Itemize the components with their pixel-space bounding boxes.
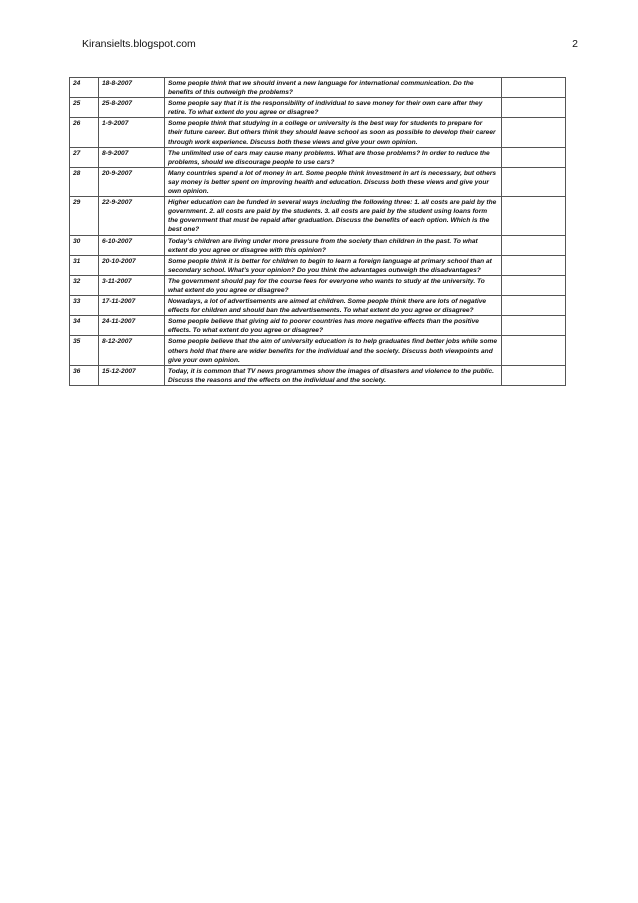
table-row [70,98,566,118]
row-date-cell: 20-10-2007 [99,255,165,275]
essay-topics-body [70,78,566,386]
row-number-cell: 36 [70,365,99,385]
row-topic-cell: Today’s children are living under more pressure from the society than children in the past. To what extent do you agree or disagree with this opinion? [165,235,502,255]
row-topic-cell: The unlimited use of cars may cause many problems. What are those problems? In order to reduce the problems, should we discourage people to use cars? [165,147,502,167]
row-empty-cell [502,275,566,295]
row-topic-cell: Many countries spend a lot of money in art. Some people think investment in art is necessary, but others say money is better spent on improving health and education. Discuss both these views and give your own opinion. [165,167,502,196]
row-number-cell: 27 [70,147,99,167]
row-date-cell: 15-12-2007 [99,365,165,385]
row-topic-cell: Some people think that studying in a college or university is the best way for students to prepare for their future career. But others think they should leave school as soon as possible to develop their career through work experience. Discuss both these views and give your own opinion. [165,118,502,147]
row-date-cell: 8-9-2007 [99,147,165,167]
row-date-cell: 24-11-2007 [99,316,165,336]
row-number-cell: 24 [70,78,99,98]
row-number-cell: 34 [70,316,99,336]
row-number-cell: 32 [70,275,99,295]
row-empty-cell [502,296,566,316]
table-row [70,316,566,336]
row-topic-cell: Some people believe that giving aid to poorer countries has more negative effects than the positive effects. To what extent do you agree or disagree? [165,316,502,336]
row-empty-cell [502,167,566,196]
row-date-cell: 18-8-2007 [99,78,165,98]
row-topic-cell: Nowadays, a lot of advertisements are aimed at children. Some people think there are lots of negative effects for children and should ban the advertisements. To what extent do you agree or disagree? [165,296,502,316]
essay-topics-table [69,77,566,386]
row-number-cell: 33 [70,296,99,316]
table-row [70,365,566,385]
row-date-cell: 25-8-2007 [99,98,165,118]
row-number-cell: 29 [70,197,99,235]
row-date-cell: 20-9-2007 [99,167,165,196]
row-number-cell: 25 [70,98,99,118]
row-topic-cell: The government should pay for the course fees for everyone who wants to study at the university. To what extent do you agree or disagree? [165,275,502,295]
page-number: 2 [572,38,578,50]
row-empty-cell [502,336,566,365]
table-row [70,275,566,295]
row-date-cell: 3-11-2007 [99,275,165,295]
row-empty-cell [502,235,566,255]
row-topic-cell: Some people say that it is the responsibility of individual to save money for their own care after they retire. To what extent do you agree or disagree? [165,98,502,118]
row-empty-cell [502,365,566,385]
row-empty-cell [502,197,566,235]
table-row [70,296,566,316]
row-topic-cell: Today, it is common that TV news programmes show the images of disasters and violence to the public. Discuss the reasons and the effects on the individual and the society. [165,365,502,385]
row-topic-cell: Some people believe that the aim of university education is to help graduates find better jobs while some others hold that there are wider benefits for the individual and the society. Discuss both viewpoints and give your own opinion. [165,336,502,365]
row-number-cell: 31 [70,255,99,275]
row-empty-cell [502,147,566,167]
row-number-cell: 28 [70,167,99,196]
row-date-cell: 1-9-2007 [99,118,165,147]
table-row [70,78,566,98]
row-empty-cell [502,78,566,98]
row-empty-cell [502,255,566,275]
row-number-cell: 30 [70,235,99,255]
row-empty-cell [502,118,566,147]
table-row [70,336,566,365]
row-topic-cell: Some people think that we should invent a new language for international communication. Do the benefits of this outweigh the problems? [165,78,502,98]
row-number-cell: 35 [70,336,99,365]
row-date-cell: 6-10-2007 [99,235,165,255]
row-date-cell: 22-9-2007 [99,197,165,235]
row-topic-cell: Some people think it is better for children to begin to learn a foreign language at primary school than at secondary school. What’s your opinion? Do you think the advantages outweigh the disadvantages? [165,255,502,275]
site-header: Kiransielts.blogspot.com [82,38,196,50]
table-row [70,118,566,147]
row-number-cell: 26 [70,118,99,147]
table-row [70,147,566,167]
row-date-cell: 17-11-2007 [99,296,165,316]
table-row [70,197,566,235]
row-topic-cell: Higher education can be funded in several ways including the following three: 1. all costs are paid by the government. 2. all costs are paid by the students. 3. all costs are paid by the student using loans form the government that must be repaid after graduation. Discuss the benefits of each option. Which is the best one? [165,197,502,235]
table-row [70,255,566,275]
row-empty-cell [502,98,566,118]
row-date-cell: 8-12-2007 [99,336,165,365]
table-row [70,235,566,255]
row-empty-cell [502,316,566,336]
table-row [70,167,566,196]
